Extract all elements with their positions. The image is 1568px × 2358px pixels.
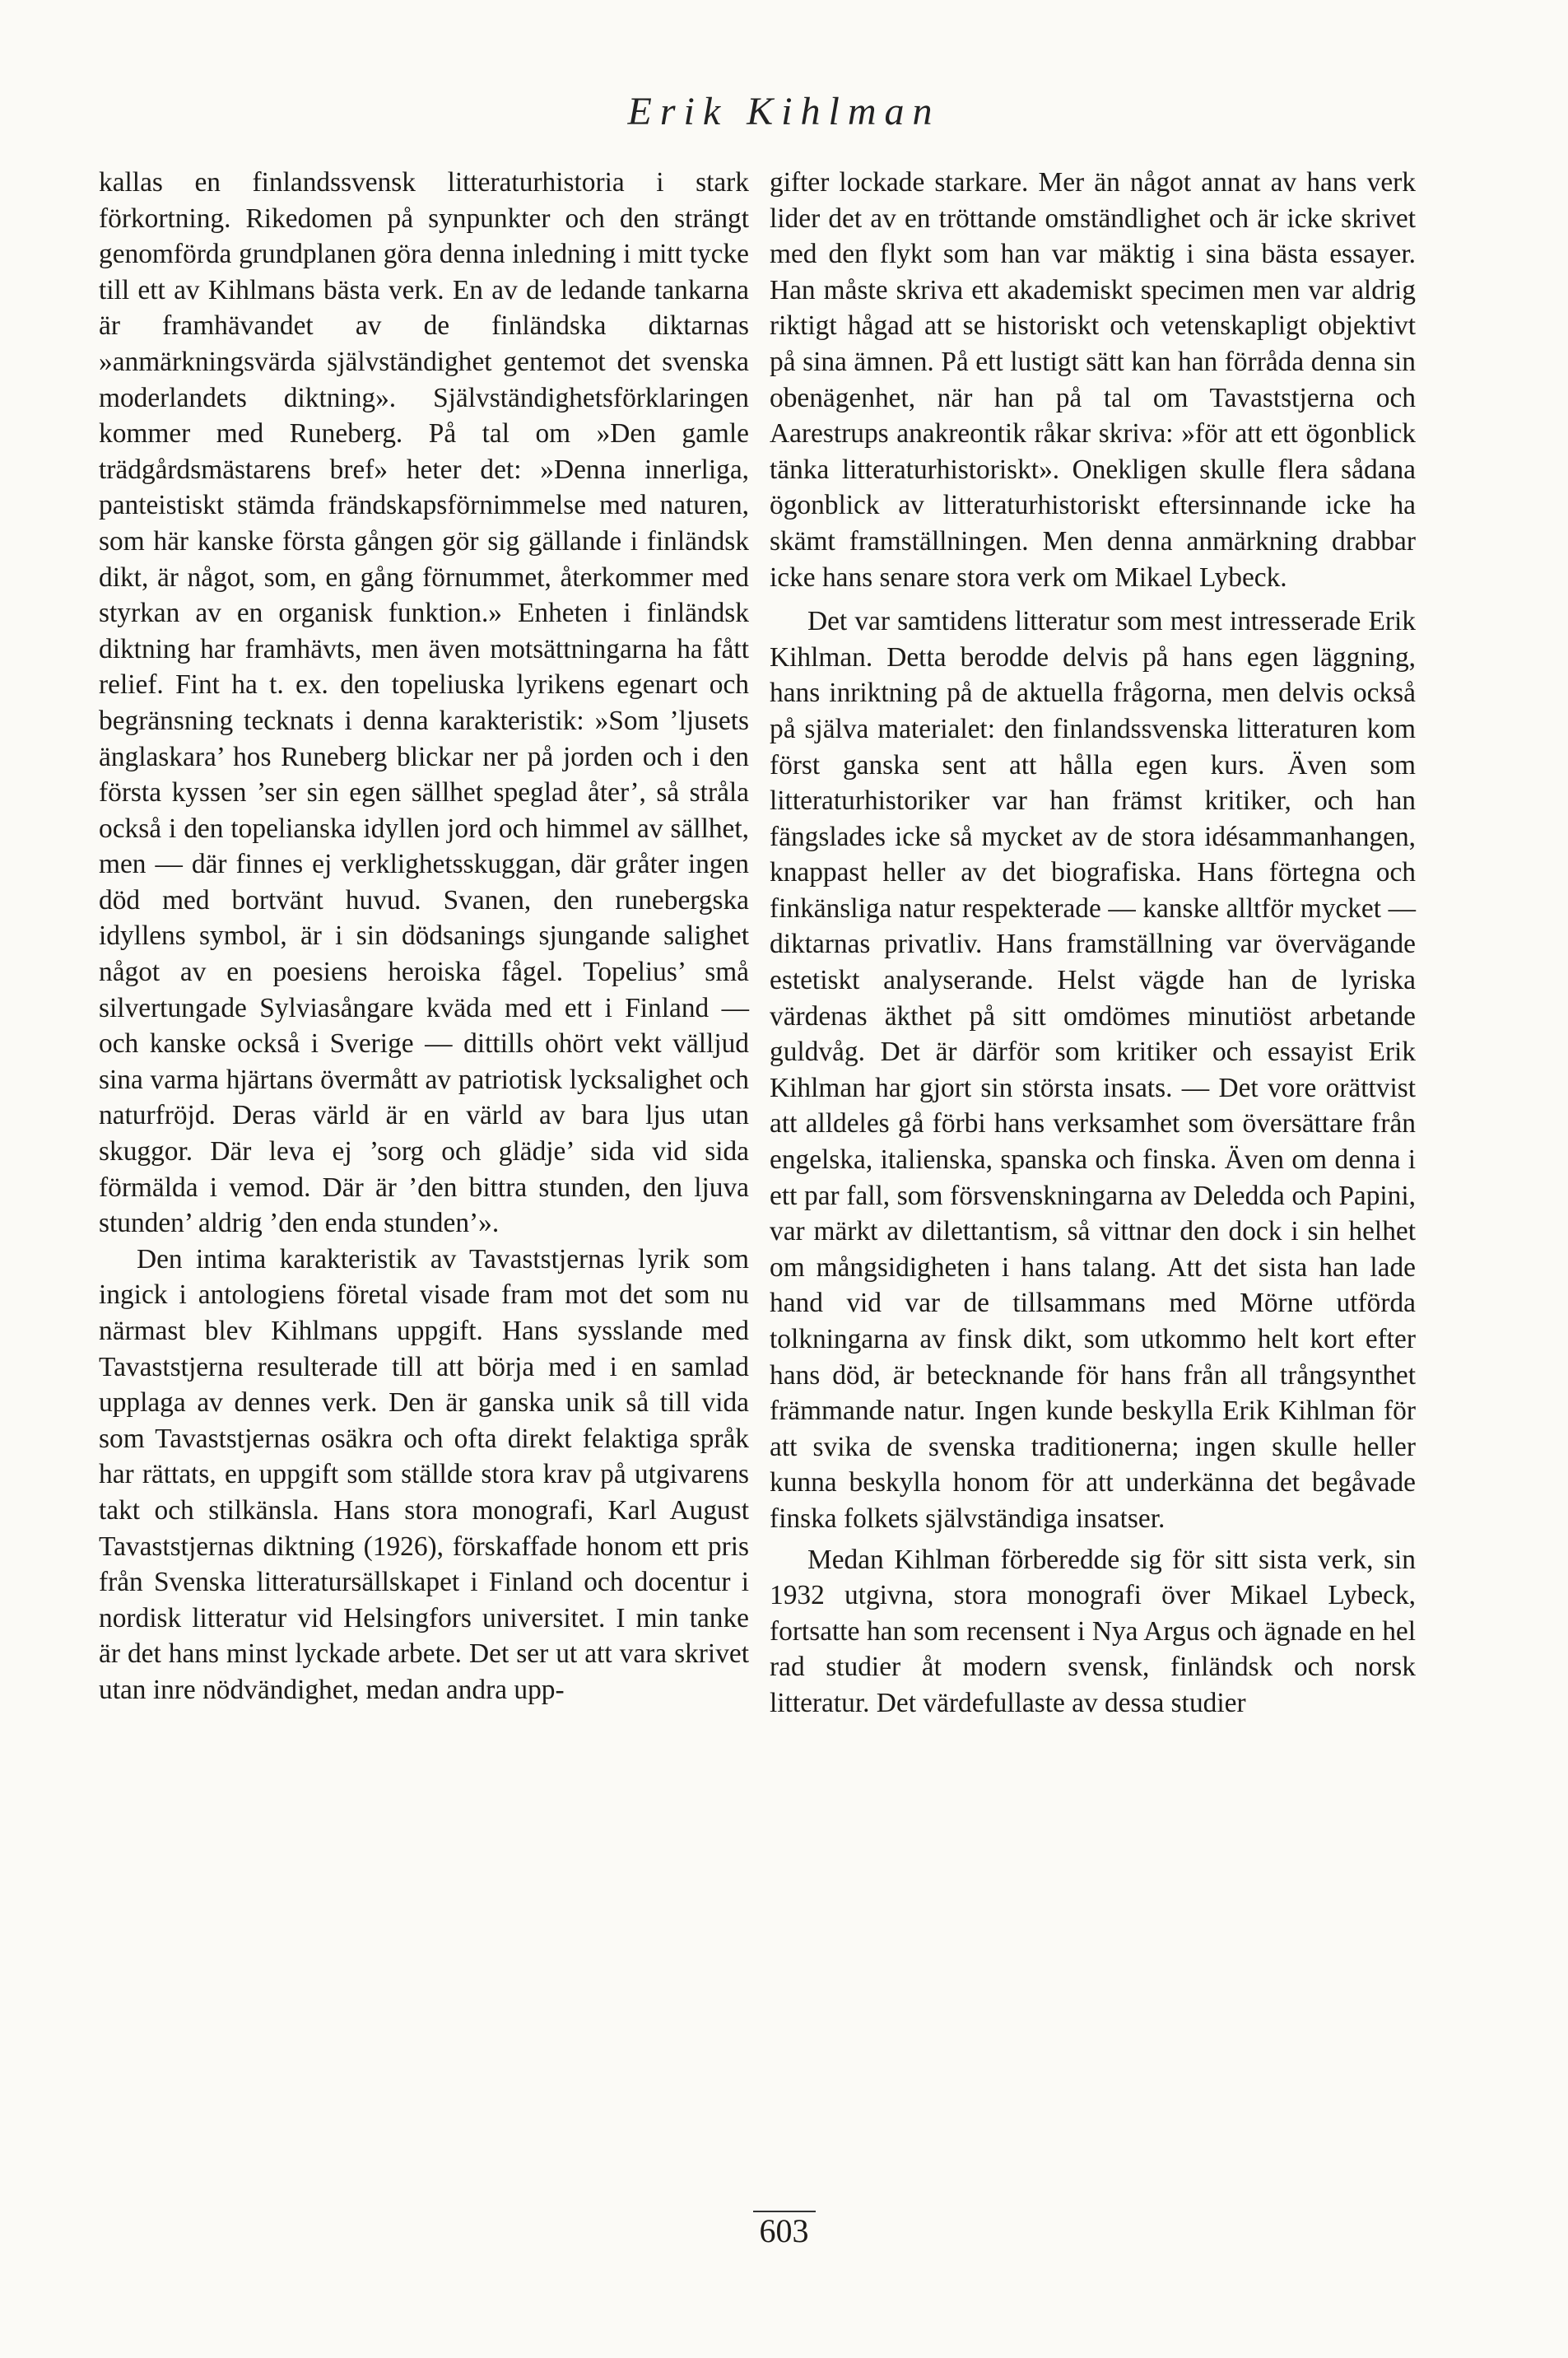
left-paragraph-1: kallas en finlandssvensk litteraturhistoria i stark förkortning. Rikedomen på synpunkter och den strängt genomförda grundplanen göra denna inledning i mitt tycke till ett av Kihlmans bästa verk. En av de ledande tankarna är framhävandet av de finländska diktarnas »anmärkningsvärda självständighet gentemot det svenska moderlandets diktning». Självständighetsförklaringen kommer med Runeberg. På tal om »Den gamle trädgårdsmästarens bref» heter det: »Denna innerliga, panteistiskt stämda frändskapsförnimmelse med naturen, som här kanske första gången gör sig gällande i finländsk dikt, är något, som, en gång förnummet, återkommer med styrkan av en organisk funktion.» Enheten i finländsk diktning har framhävts, men även motsättningarna ha fått relief. Fint ha t. ex. den topeliuska lyrikens egenart och begränsning tecknats i denna karakteristik: »Som ’ljusets änglaskara’ hos Runeberg blickar ner på jorden och i den första kyssen ’ser sin egen sällhet speglad åter’, så stråla också i den topelianska idyllen jord och himmel av sällhet, men — där finnes ej verklighetsskuggan, där gråter ingen död med bortvänt huvud. Svanen, den runebergska idyllens symbol, är i sin dödsanings sjungande salighet något av en poesiens heroiska fågel. Topelius’ små silvertungade Sylviasångare kväda med ett i Finland — och kanske också i Sverige — dittills ohört vekt välljud sina varma hjärtans övermått av patriotisk lycksalighet och naturfröjd. Deras värld är en värld av bara ljus utan skuggor. Där leva ej ’sorg och glädje’ sida vid sida förmälda i vemod. Där är ’den bittra stunden, den ljuva stunden’ aldrig ’den enda stunden’». <box>99 167 749 1239</box>
right-paragraph-1: gifter lockade starkare. Mer än något annat av hans verk lider det av en tröttande omständlighet och är icke skrivet med den flykt som han var mäktig i sina bästa essayer. Han måste skriva ett akademiskt specimen men var aldrig riktigt hågad att se historiskt och vetenskapligt objektivt på sina ämnen. På ett lustigt sätt kan han förråda denna sin obenägenhet, när han på tal om Tavaststjerna och Aarestrups anakreontik råkar skriva: »för att ett ögonblick tänka litteraturhistoriskt». Onekligen skulle flera sådana ögonblick av litteraturhistoriskt eftersinnande icke ha skämt framställningen. Men denna anmärkning drabbar icke hans senare stora verk om Mikael Lybeck. <box>770 167 1416 593</box>
left-column <box>99 165 749 1708</box>
right-column <box>770 165 1416 1722</box>
running-head: Erik Kihlman <box>627 90 941 133</box>
page-number <box>0 2211 1568 2250</box>
right-paragraph-2: Det var samtidens litteratur som mest intresserade Erik Kihlman. Detta berodde delvis på hans egen läggning, hans inriktning på de aktuella frågorna, men delvis också på själva materialet: den finlandssvenska litteraturen kom först ganska sent att hålla egen kurs. Även som litteraturhistoriker var han främst kritiker, och han fängslades icke så mycket av de stora idésammanhangen, knappast heller av det biografiska. Hans förtegna och finkänsliga natur respekterade — kanske alltför mycket — diktarnas privatliv. Hans framställning var övervägande estetiskt analyserande. Helst vägde han de lyriska värdenas äkthet på sitt omdömes minutiöst arbetande guldvåg. Det är därför som kritiker och essayist Erik Kihlman har gjort sin största insats. — Det vore orättvist att alldeles gå förbi hans verksamhet som översättare från engelska, italienska, spanska och finska. Även om denna i ett par fall, som försvenskningarna av Deledda och Papini, var märkt av dilettantism, så vittnar den dock i sin helhet om mångsidigheten i hans talang. Att det sista han lade hand vid var de tillsammans med Mörne utförda tolkningarna av finsk dikt, som utkommo helt kort efter hans död, är betecknande för hans från all trångsynthet främmande natur. Ingen kunde beskylla Erik Kihlman för att svika de svenska traditionerna; ingen skulle heller kunna beskylla honom för att underkänna det begåvade finska folkets självständiga insatser. <box>770 606 1416 1534</box>
right-paragraph-3: Medan Kihlman förberedde sig för sitt sista verk, sin 1932 utgivna, stora monografi över Mikael Lybeck, fortsatte han som recensent i Nya Argus och ägnade en hel rad studier åt modern svensk, finländsk och norsk litteratur. Det värdefullaste av dessa studier <box>770 1544 1416 1718</box>
left-paragraph-2: Den intima karakteristik av Tavaststjernas lyrik som ingick i antologiens företal visade fram mot det som nu närmast blev Kihlmans uppgift. Hans sysslande med Tavaststjerna resulterade till att börja med i en samlad upplaga av dennes verk. Den är ganska unik så till vida som Tavaststjernas osäkra och ofta direkt felaktiga språk har rättats, en uppgift som ställde stora krav på utgivarens takt och stilkänsla. Hans stora monografi, Karl August Tavaststjernas diktning (1926), förskaffade honom ett pris från Svenska litteratursällskapet i Finland och docentur i nordisk litteratur vid Helsingfors universitet. I min tanke är det hans minst lyckade arbete. Det ser ut att vara skrivet utan inre nödvändighet, medan andra upp- <box>99 1243 749 1705</box>
page-number-text: 603 <box>753 2211 816 2249</box>
